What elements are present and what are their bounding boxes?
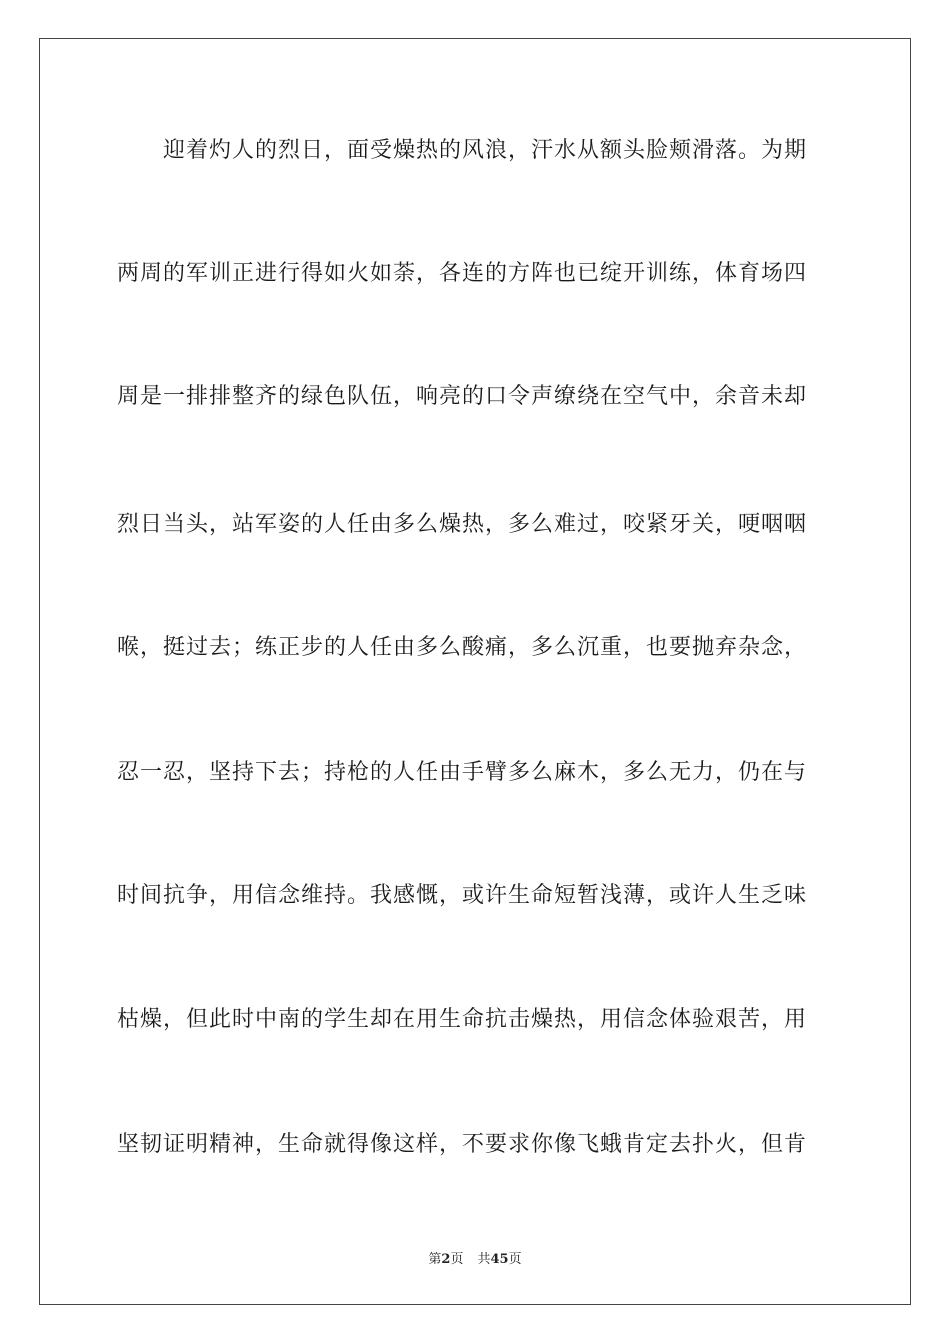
text-line: 周是一排排整齐的绿色队伍，响亮的口令声缭绕在空气中，余音未却: [117, 384, 808, 409]
text-line: 时间抗争，用信念维持。我感慨，或许生命短暂浅薄，或许人生乏味: [117, 883, 808, 908]
page-footer: [0, 1248, 950, 1267]
text-line: 两周的军训正进行得如火如荼，各连的方阵也已绽开训练，体育场四: [117, 261, 808, 286]
page-number: 2: [441, 1252, 451, 1267]
total-pages: 45: [490, 1252, 509, 1267]
text-line: 枯燥，但此时中南的学生却在用生命抗击燥热，用信念体验艰苦，用: [117, 1007, 808, 1032]
text-line: 迎着灼人的烈日，面受燥热的风浪，汗水从额头脸颊滑落。为期: [163, 138, 808, 163]
page-suffix: 页: [450, 1252, 464, 1267]
text-line: 坚韧证明精神，生命就得像这样，不要求你像飞蛾肯定去扑火，但肯: [117, 1132, 808, 1157]
total-suffix: 页: [508, 1252, 522, 1267]
text-line: 喉，挺过去；练正步的人任由多么酸痛，多么沉重，也要抛弃杂念，: [117, 635, 808, 660]
text-line: 烈日当头，站军姿的人任由多么燥热，多么难过，咬紧牙关，哽咽咽: [117, 512, 808, 537]
text-line: 忍一忍，坚持下去；持枪的人任由手臂多么麻木，多么无力，仍在与: [117, 760, 808, 785]
page-border: [39, 38, 911, 1305]
page-prefix: 第: [428, 1252, 442, 1267]
total-prefix: 共: [477, 1252, 491, 1267]
